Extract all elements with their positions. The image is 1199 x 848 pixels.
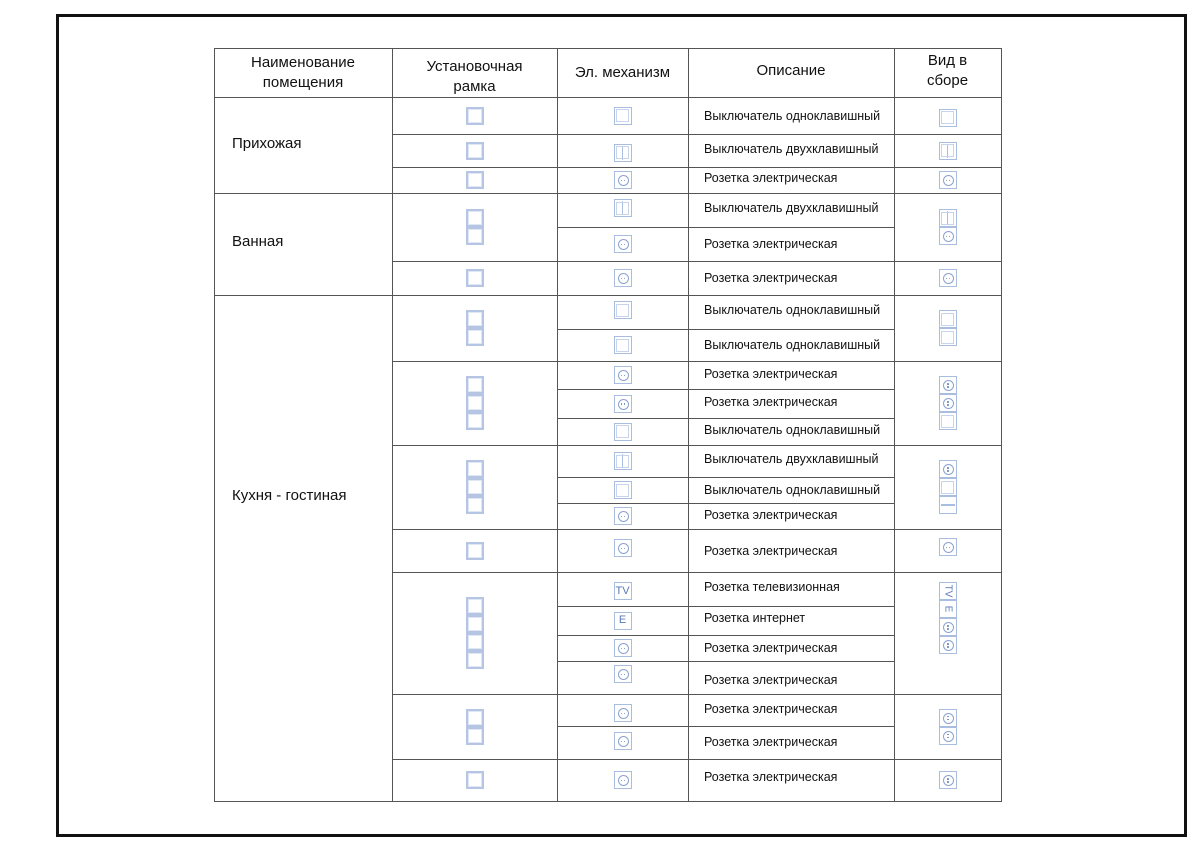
frame-icon <box>466 269 484 287</box>
frame-icon <box>466 209 484 227</box>
icon-cell <box>557 529 688 567</box>
description: Выключатель двухклавишный <box>704 201 879 215</box>
socket-icon <box>614 269 632 287</box>
description: Выключатель одноклавишный <box>704 483 881 497</box>
description: Розетка электрическая <box>704 770 838 784</box>
description: Розетка электрическая <box>704 735 838 749</box>
grid-line <box>214 801 1002 802</box>
icon-cell <box>557 759 688 801</box>
equipment-table <box>214 48 1002 801</box>
description: Розетка интернет <box>704 611 806 625</box>
switch-double-icon <box>939 209 957 227</box>
frame-icon <box>466 376 484 394</box>
room-name: Кухня - гостиная <box>232 486 347 504</box>
switch-single-icon <box>939 478 957 496</box>
frame-icon <box>466 771 484 789</box>
assembled-block <box>939 209 957 245</box>
socket-icon <box>614 704 632 722</box>
frame-cell <box>392 134 557 167</box>
header-mechanism: Эл. механизм <box>574 63 671 81</box>
switch-single-icon <box>939 310 957 328</box>
internet-socket-icon <box>939 600 957 618</box>
icon-cell <box>557 661 688 687</box>
socket-icon <box>939 394 957 412</box>
socket-icon <box>614 235 632 253</box>
frame-icon <box>466 310 484 328</box>
description: Выключатель одноклавишный <box>704 423 881 437</box>
tv-label: TV <box>942 584 954 598</box>
socket-icon <box>614 539 632 557</box>
assembled-socket-icon <box>939 171 957 189</box>
description: Розетка электрическая <box>704 367 838 381</box>
frame-icon <box>466 709 484 727</box>
frame-cell <box>392 529 557 572</box>
icon-cell <box>894 295 1001 361</box>
icon-cell <box>557 97 688 134</box>
switch-single-icon <box>939 328 957 346</box>
frame-icon <box>466 496 484 514</box>
assembled-block <box>939 582 957 654</box>
frame-cell <box>392 261 557 295</box>
description: Выключатель одноклавишный <box>704 108 881 123</box>
frame-cell <box>392 572 557 694</box>
icon-cell <box>557 261 688 295</box>
icon-cell <box>557 389 688 418</box>
icon-cell <box>557 477 688 503</box>
icon-cell <box>894 167 1001 193</box>
frame-icon <box>466 615 484 633</box>
assembled-block <box>939 310 957 346</box>
socket-icon <box>614 395 632 413</box>
icon-cell <box>557 445 688 477</box>
icon-cell <box>894 361 1001 445</box>
frame-cell <box>392 167 557 193</box>
header-room: Наименование помещения <box>251 53 355 91</box>
switch-double-icon <box>614 144 632 162</box>
description: Выключатель одноклавишный <box>704 303 881 317</box>
description: Розетка электрическая <box>704 702 838 716</box>
header-assembled: Вид в сборе <box>926 52 969 89</box>
frame-cell <box>392 97 557 134</box>
switch-single-icon <box>939 412 957 430</box>
icon-cell <box>557 635 688 661</box>
header-description: Описание <box>756 62 826 79</box>
description: Розетка электрическая <box>704 543 838 558</box>
icon-cell <box>894 261 1001 295</box>
switch-single-icon <box>614 107 632 125</box>
switch-single-icon <box>614 423 632 441</box>
switch-single-icon <box>614 481 632 499</box>
socket-icon <box>939 727 957 745</box>
assembled-block <box>939 460 957 514</box>
frame-cell <box>392 193 557 261</box>
frame-icon <box>466 633 484 651</box>
icon-cell <box>894 445 1001 529</box>
socket-icon <box>614 771 632 789</box>
description: Розетка электрическая <box>704 673 838 687</box>
socket-icon <box>939 460 957 478</box>
socket-icon <box>614 732 632 750</box>
frame-icon <box>466 328 484 346</box>
socket-icon <box>939 376 957 394</box>
icon-cell <box>557 606 688 635</box>
frame-icon <box>466 142 484 160</box>
room-name: Прихожая <box>232 134 302 152</box>
icon-cell <box>557 361 688 389</box>
icon-cell <box>557 167 688 193</box>
assembled-block <box>939 376 957 430</box>
socket-icon <box>939 618 957 636</box>
icon-cell <box>557 295 688 325</box>
icon-cell <box>557 418 688 445</box>
socket-icon <box>614 665 632 683</box>
room-name: Ванная <box>232 232 284 250</box>
description: Розетка электрическая <box>704 508 838 522</box>
internet-socket-icon: E <box>614 612 632 630</box>
icon-cell <box>894 97 1001 138</box>
frame-cell <box>392 295 557 361</box>
description: Розетка электрическая <box>704 394 838 409</box>
assembled-socket-icon <box>939 269 957 287</box>
frame-icon <box>466 542 484 560</box>
tv-socket-icon: TV <box>614 582 632 600</box>
frame-cell <box>392 759 557 801</box>
socket-icon <box>939 227 957 245</box>
switch-double-icon <box>614 199 632 217</box>
icon-cell <box>894 759 1001 801</box>
socket-icon <box>614 366 632 384</box>
tv-socket-icon <box>939 582 957 600</box>
socket-icon <box>939 709 957 727</box>
assembled-switch-double-icon <box>939 142 957 160</box>
header-frame: Установочная рамка <box>426 58 523 95</box>
icon-cell <box>557 572 688 610</box>
description: Розетка электрическая <box>704 171 838 185</box>
description: Выключатель двухклавишный <box>704 452 879 466</box>
icon-cell <box>557 503 688 529</box>
frame-icon <box>466 107 484 125</box>
description: Розетка электрическая <box>704 641 838 655</box>
icon-cell <box>557 726 688 756</box>
frame-cell <box>392 694 557 759</box>
internet-label: E <box>942 605 954 613</box>
assembled-socket-icon <box>939 538 957 556</box>
frame-icon <box>466 651 484 669</box>
frame-icon <box>466 171 484 189</box>
socket-icon <box>939 636 957 654</box>
description: Розетка электрическая <box>704 237 838 251</box>
assembled-block <box>939 709 957 745</box>
switch-single-icon <box>614 336 632 354</box>
icon-cell <box>557 134 688 171</box>
icon-cell <box>557 329 688 361</box>
icon-cell <box>894 694 1001 759</box>
frame-icon <box>466 727 484 745</box>
frame-icon <box>466 227 484 245</box>
socket-icon <box>614 507 632 525</box>
frame-icon <box>466 597 484 615</box>
description: Розетка телевизионная <box>704 580 840 594</box>
icon-cell <box>894 572 1001 680</box>
icon-cell <box>557 227 688 261</box>
frame-cell <box>392 361 557 445</box>
socket-icon <box>614 171 632 189</box>
switch-double-icon <box>939 496 957 514</box>
socket-icon <box>614 639 632 657</box>
description: Выключатель двухклавишный <box>704 141 879 156</box>
frame-cell <box>392 445 557 529</box>
assembled-socket-icon <box>939 771 957 789</box>
frame-icon <box>466 412 484 430</box>
frame-icon <box>466 478 484 496</box>
switch-double-icon <box>614 452 632 470</box>
frame-icon <box>466 394 484 412</box>
icon-cell <box>894 134 1001 167</box>
grid-line <box>1001 48 1002 802</box>
description: Выключатель одноклавишный <box>704 338 881 352</box>
icon-cell <box>894 529 1001 565</box>
frame-icon <box>466 460 484 478</box>
description: Розетка электрическая <box>704 271 838 285</box>
switch-single-icon <box>614 301 632 319</box>
assembled-switch-single-icon <box>939 109 957 127</box>
icon-cell <box>557 193 688 223</box>
icon-cell <box>894 193 1001 261</box>
